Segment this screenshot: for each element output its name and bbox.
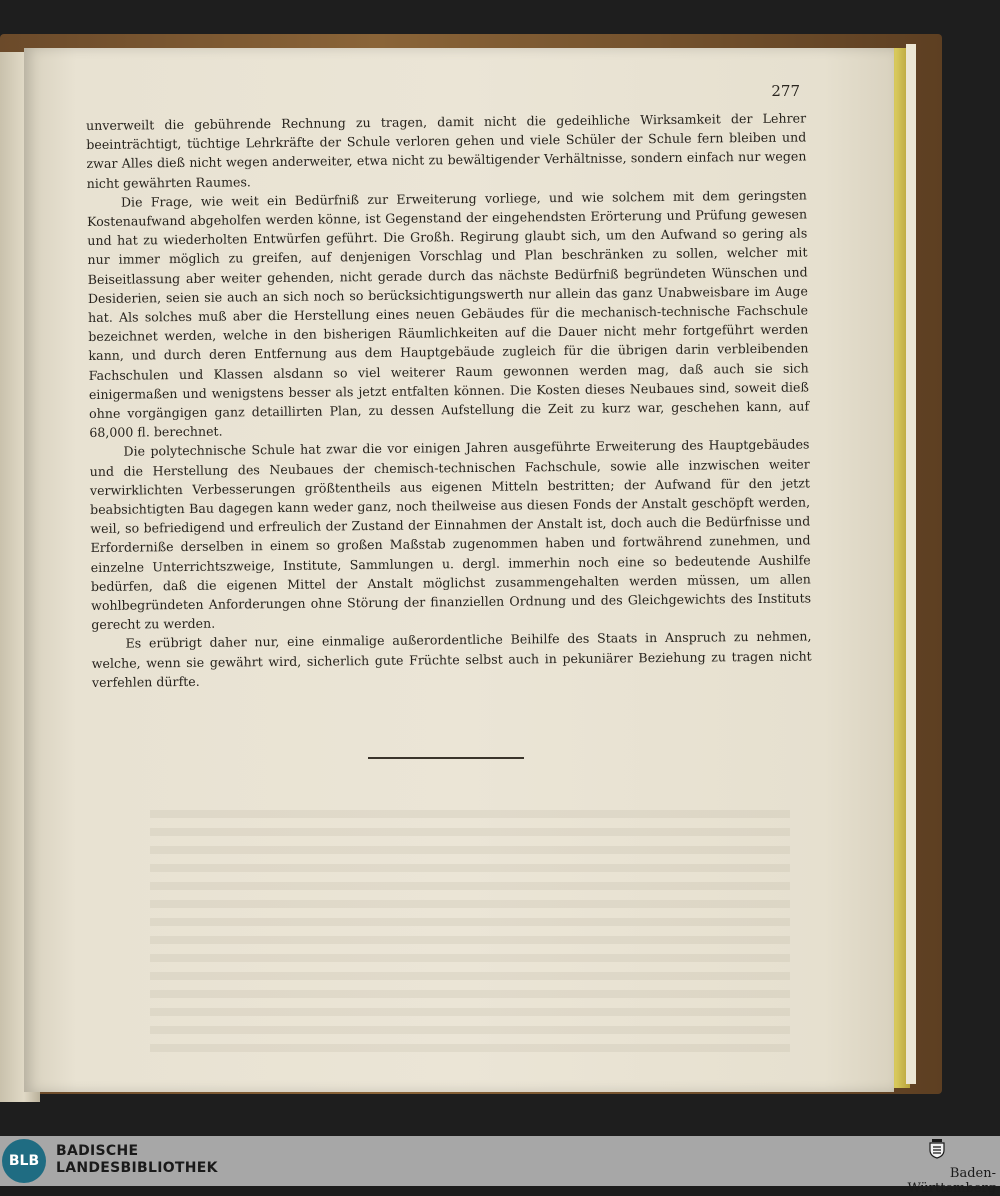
library-name-line1: BADISCHE: [56, 1143, 139, 1159]
state-label[interactable]: Baden-Württemberg: [907, 1166, 996, 1196]
coat-of-arms-icon: [928, 1139, 946, 1159]
page-number: 277: [771, 82, 800, 100]
paragraph: Die Frage, wie weit ein Bedürfniß zur Erweiterung vorliege, und wie solchem mit dem geringsten Kostenaufwand abgeholfen werden könne, ist Gegenstand der eingehendsten Erörterung und Prüfung gewesen und hat zu wiederholten Entwürfen geführt. Die Großh. Regirung glaubt sich, um den Aufwand so gering als nur immer möglich zu greifen, auf denjenigen Vorschlag und Plan beschränken zu sollen, welcher mit Beiseitlassung aber weiter gehenden, nicht gerade durch das nächste Bedürfniß begründeten Wünschen und Desiderien, seien sie auch an sich noch so berücksichtigungswerth nur allein das ganz Unabweisbare im Auge hat. Als solches muß aber die Herstellung eines neuen Gebäudes für die mechanisch-technische Fachschule bezeichnet werden, welche in den bisherigen Räumlichkeiten auf die Dauer nicht mehr fortgeführt werden kann, und durch deren Entfernung aus dem Hauptgebäude zugleich für die übrigen darin verbleibenden Fachschulen und Klassen alsdann so viel weiterer Raum gewonnen werden mag, daß auch sie sich einigermaßen und wenigstens besser als jetzt entfalten können. Die Kosten dieses Neubaues sind, soweit dieß ohne vorgängigen ganz detaillirten Plan, zu dessen Aufstellung die Zeit zu kurz war, geschehen kann, auf 68,000 fl. berechnet.: [87, 187, 810, 441]
blb-logo[interactable]: BLB: [2, 1139, 46, 1183]
section-rule: [368, 757, 524, 759]
library-name-line2: LANDESBIBLIOTHEK: [56, 1160, 218, 1176]
body-text: [86, 108, 812, 692]
show-through-text: [150, 800, 790, 1060]
page-stack-edge: [906, 44, 916, 1084]
paragraph: Es erübrigt daher nur, eine einmalige außerordentliche Beihilfe des Staats in Anspruch zu nehmen, welche, wenn sie gewährt wird, sicherlich gute Früchte selbst auch in pekuniärer Beziehung zu tragen nicht verfehlen dürfte.: [91, 628, 812, 690]
library-name[interactable]: [56, 1143, 218, 1177]
paragraph: Die polytechnische Schule hat zwar die vor einigen Jahren ausgeführte Erweiterung des Hauptgebäudes und die Herstellung des Neubaues der chemisch-technischen Fachschule, sowie alle inzwischen weiter verwirklichten Verbesserungen größtentheils aus eigenen Mitteln bestritten; der Aufwand für den jetzt beabsichtigten Bau dagegen kann weder ganz, noch theilweise aus diesen Fonds der Anstalt geschöpft werden, weil, so befriedigend und erfreulich der Zustand der Einnahmen der Anstalt ist, doch auch die Bedürfnisse und Erforderniße derselben in einem so großen Maßstab zugenommen haben und fortwährend zunehmen, und einzelne Unterrichtszweige, Institute, Sammlungen u. dergl. immerhin noch eine so bedeutende Aushilfe bedürfen, daß die eigenen Mittel der Anstalt möglichst zusammengehalten werden müssen, um allen wohlbegründeten Anforderungen ohne Störung der finanziellen Ordnung und des Gleichgewichts des Instituts gerecht zu werden.: [89, 436, 812, 633]
paragraph: unverweilt die gebührende Rechnung zu tragen, damit nicht die gedeihliche Wirksamkeit der Lehrer beeinträchtigt, tüchtige Lehrkräfte der Schule verloren gehen und viele Schüler der Schule fern bleiben und zwar Alles dieß nicht wegen anderweiter, etwa nicht zu bewältigender Verhältnisse, sondern einfach nur wegen nicht gewährten Raumes.: [86, 110, 807, 191]
